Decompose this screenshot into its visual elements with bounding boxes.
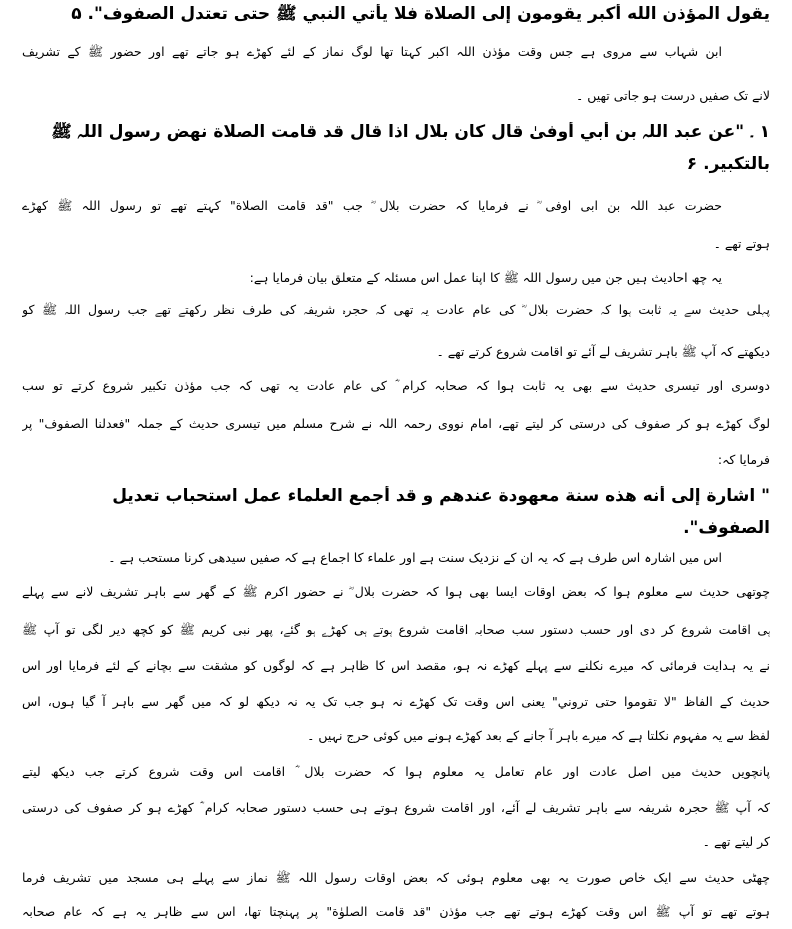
urdu-paragraph-line: چھٹی حدیث سے ایک خاص صورت یہ بھی معلوم ہوئی کہ بعض اوقات رسول اللہ ﷺ نماز سے پہلے ہی مسجد میں تشریف فرما [22, 870, 770, 885]
urdu-paragraph-line: نے یہ ہدایت فرمائی کہ میرے نکلنے سے پہلے کھڑے نہ ہو، مقصد اس کا ظاہر ہے کہ لوگوں کو مشقت سے بچانے کے لئے فرمایا اور اس [22, 658, 770, 673]
urdu-paragraph-line: فرمایا کہ: [717, 452, 770, 467]
arabic-quote-line: " اشارة إلى أنه هذه سنة معهودة عندهم و قد أجمع العلماء عمل استحباب تعديل [112, 486, 770, 506]
urdu-paragraph-line: حدیث کے الفاظ "لا تقوموا حتى تروني" یعنی اس وقت تک کھڑے نہ ہو جب تک یہ نہ دیکھ لو کہ میں گھر سے باہر آ گیا ہوں، اس [22, 694, 770, 709]
urdu-paragraph-line: اس میں اشارہ اس طرف ہے کہ یہ ان کے نزدیک سنت ہے اور علماء کا اجماع ہے کہ صفیں سیدھی کرنا مستحب ہے ۔ [108, 550, 722, 565]
urdu-paragraph-line: لانے تک صفیں درست ہو جاتی تھیں ۔ [575, 88, 770, 103]
urdu-paragraph-line: کہ آپ ﷺ حجرہ شریفہ سے باہر تشریف لے آئے، اور اقامت شروع ہوتے ہی حسب دستور صحابہ کرام ؓ کھڑے ہو کر صفوف کی درستی [22, 800, 770, 815]
urdu-paragraph-line: ہوتے تھے ۔ [713, 236, 770, 251]
urdu-paragraph-line: لفظ سے یہ مفہوم نکلتا ہے کہ میرے باہر آ جانے کے بعد کھڑے ہونے میں کوئی حرج نہیں ۔ [307, 728, 770, 743]
urdu-paragraph-line: حضرت عبد اللہ بن ابی اوفی ؓ نے فرمایا کہ حضرت بلال ؓ جب "قد قامت الصلاة" کہتے تھے تو رسول اللہ ﷺ کھڑے [22, 198, 722, 213]
urdu-paragraph-line: لوگ کھڑے ہو کر صفوف کی درستی کر لیتے تھے، امام نووی رحمہ اللہ نے شرح مسلم میں تیسری حدیث کے جملہ "فعدلنا الصفوف" پر [22, 416, 770, 431]
arabic-hadith-line: بالتكبير. ۶ [686, 154, 770, 174]
arabic-heading-line: يقول المؤذن الله أكبر يقومون إلى الصلاة فلا يأتي النبي ﷺ حتى تعتدل الصفوف". ۵ [71, 4, 770, 24]
urdu-paragraph-line: ابن شہاب سے مروی ہے جس وقت مؤذن اللہ اکبر کہتا تھا لوگ نماز کے لئے کھڑے ہو جاتے تھے اور حضور ﷺ کے تشریف [22, 44, 722, 59]
urdu-paragraph-line: دوسری اور تیسری حدیث سے بھی یہ ثابت ہوا کہ صحابہ کرام ؓ کی عام عادت یہ تھی کہ جب مؤذن تکبیر شروع کرتے تو سب [22, 378, 770, 393]
urdu-paragraph-line: چوتھی حدیث سے معلوم ہوا کہ بعض اوقات ایسا بھی ہوا کہ حضرت بلال ؓ نے حضور اکرم ﷺ کے گھر سے باہر تشریف لانے سے پہلے [22, 584, 770, 599]
arabic-hadith-line: ۱ ۔ "عن عبد اللہ بن أبي أوفیٰ قال كان بلال اذا قال قد قامت الصلاة نهض رسول اللہ ﷺ [51, 122, 770, 142]
urdu-paragraph-line: یہ چھ احادیث ہیں جن میں رسول اللہ ﷺ کا اپنا عمل اس مسئلہ کے متعلق بیان فرمایا ہے: [249, 270, 722, 285]
urdu-paragraph-line: کر لیتے تھے ۔ [702, 834, 770, 849]
urdu-paragraph-line: پہلی حدیث سے یہ ثابت ہوا کہ حضرت بلال ؓ کی عام عادت یہ تھی کہ حجرہ شریفہ کی طرف نظر رکھتے تھے جب رسول اللہ ﷺ کو [22, 302, 770, 317]
arabic-quote-line: الصفوف". [683, 518, 770, 538]
urdu-paragraph-line: پانچویں حدیث میں اصل عادت اور عام تعامل یہ معلوم ہوا کہ حضرت بلال ؓ اقامت اس وقت شروع کرتے جب دیکھ لیتے [22, 764, 770, 779]
urdu-paragraph-line: ہوتے تھے تو آپ ﷺ اس وقت کھڑے ہوتے تھے جب مؤذن "قد قامت الصلوٰة" پر پہنچتا تھا، اس سے ظاہر یہ ہے کہ عام صحابہ [22, 904, 770, 919]
urdu-paragraph-line: دیکھتے کہ آپ ﷺ باہر تشریف لے آئے تو اقامت شروع کرتے تھے ۔ [436, 344, 770, 359]
urdu-paragraph-line: ہی اقامت شروع کر دی اور حسب دستور سب صحابہ اقامت شروع ہوتے ہی کھڑے ہو گئے، پھر نبی کریم ﷺ کو کچھ دیر لگی تو آپ ﷺ [22, 622, 770, 637]
